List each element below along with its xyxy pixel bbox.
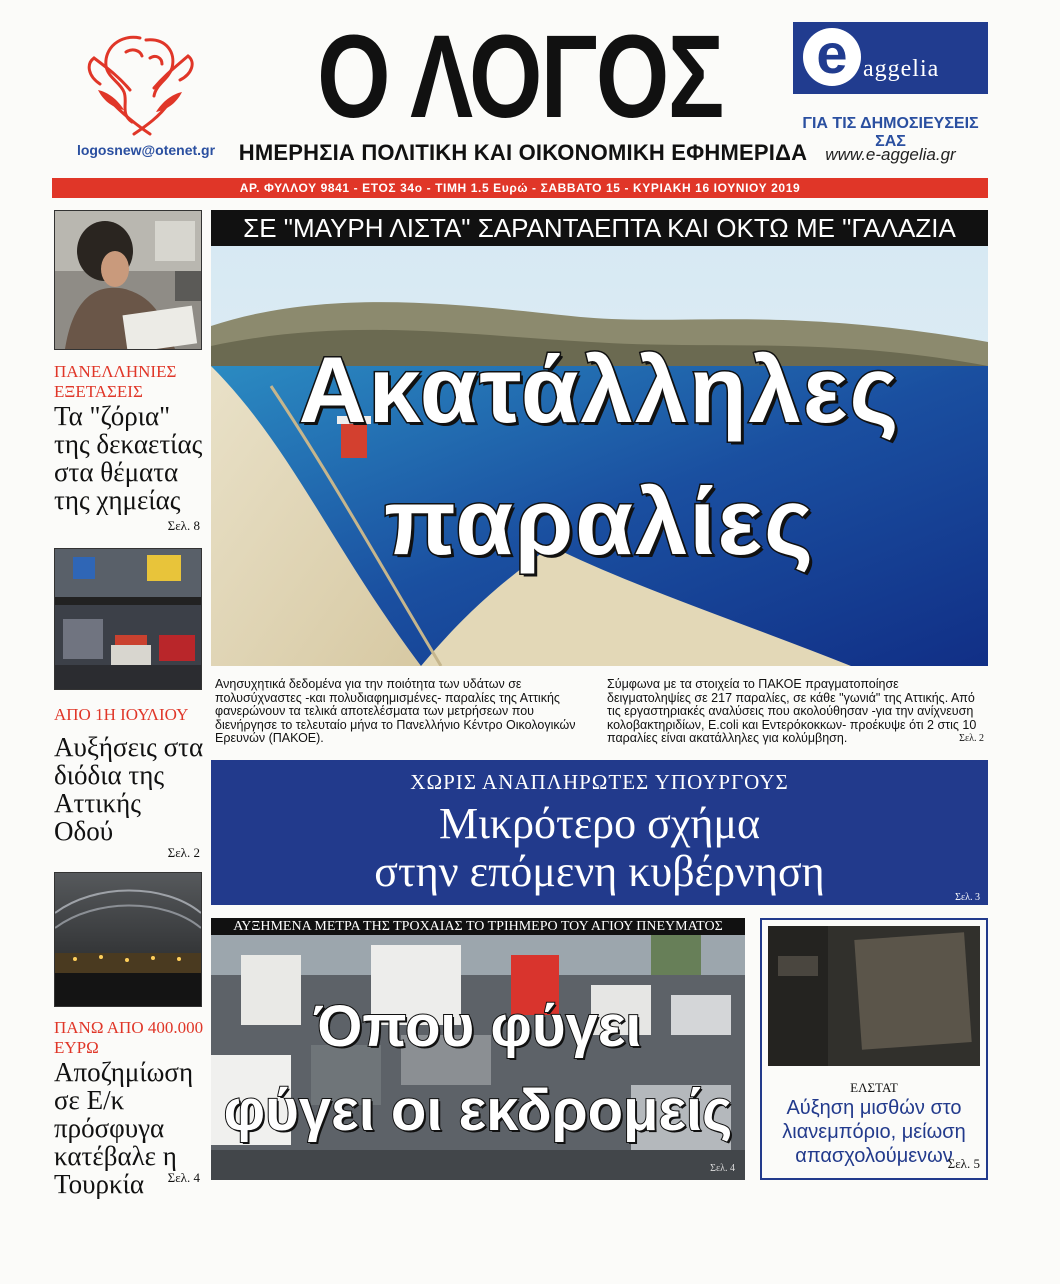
night-bridge-photo: [54, 872, 202, 1007]
main-lead-left: Ανησυχητικά δεδομένα για την ποιότητα των υδάτων σε πολυσύχναστες -και πολυδιαφημισμένες- παραλίες της Αττικής φανερώνουν τα τελικά αποτελέσματα των μετρήσεων που διενήργησε το τελευταίο μήνα το Πανελλήνιο Κέντρο Οικολογικών Ερευνών (ΠΑΚΟΕ).: [215, 677, 576, 745]
side-story-2-page: Σελ. 2: [167, 845, 200, 860]
gov-story-kicker: ΧΩΡΙΣ ΑΝΑΠΛΗΡΩΤΕΣ ΥΠΟΥΡΓΟΥΣ: [410, 770, 789, 794]
traffic-story-band: ΑΥΞΗΜΕΝΑ ΜΕΤΡΑ ΤΗΣ ΤΡΟΧΑΙΑΣ ΤΟ ΤΡΙΗΜΕΡΟ ΤΟΥ ΑΓΙΟΥ ΠΝΕΥΜΑΤΟΣ: [211, 918, 745, 935]
side-story-1-headline[interactable]: Τα "ζόρια" της δεκαετίας στα θέματα της χημείας: [54, 401, 203, 515]
masthead-subtitle: ΗΜΕΡΗΣΙΑ ΠΟΛΙΤΙΚΗ ΚΑΙ ΟΙΚΟΝΟΜΙΚΗ ΕΦΗΜΕΡΙΔΑ: [238, 140, 808, 165]
main-lead-right-text: Σύμφωνα με τα στοιχεία το ΠΑΚΟΕ πραγματοποίησε δειγματοληψίες σε 217 παραλίες, σε κάθε "γωνιά" της Αττικής. Από τις εργαστηριακές αναλύσεις που ακολούθησαν -για την ανίχνευση κολοβακτηριδίων, E.coli και Εντερόκοκκων- προέκυψε ότι 2 στις 10 παραλίες είναι ακατάλληλες για κολύμβηση.: [607, 677, 977, 745]
main-lead-right: [607, 678, 984, 746]
side-story-3-headline[interactable]: Αποζημίωση σε Ε/κ πρόσφυγα κατέβαλε η Τουρκία: [54, 1057, 194, 1199]
gov-story-box[interactable]: [211, 760, 988, 905]
gov-story-headline-line-1: Μικρότερο σχήμα: [438, 799, 761, 848]
gov-story-headline-line-2: στην επόμενη κυβέρνηση: [374, 847, 825, 896]
eaggelia-ad[interactable]: [793, 22, 988, 94]
traffic-story-page: Σελ. 4: [710, 1163, 735, 1174]
issue-info-bar: ΑΡ. ΦΥΛΛΟΥ 9841 - ΕΤΟΣ 34ο - ΤΙΜΗ 1.5 Ευρώ - ΣΑΒΒΑΤΟ 15 - ΚΥΡΙΑΚΗ 16 ΙΟΥΝΙΟΥ 2019: [52, 178, 988, 198]
traffic-headline-line-2[interactable]: φύγει οι εκδρομείς: [223, 1078, 733, 1143]
toll-booth-photo: [54, 548, 202, 690]
masthead-email[interactable]: logosnew@otenet.gr: [76, 142, 216, 158]
main-headline-line-2[interactable]: παραλίες: [384, 469, 815, 574]
elstat-story-kicker: ΕΛΣΤΑΤ: [850, 1080, 898, 1095]
elstat-building-photo: [768, 926, 980, 1066]
main-headline-line-1[interactable]: Ακατάλληλες: [298, 337, 901, 442]
main-story-band: ΣΕ "ΜΑΥΡΗ ΛΙΣΤΑ" ΣΑΡΑΝΤΑΕΠΤΑ ΚΑΙ ΟΚΤΩ ΜΕ "ΓΑΛΑΖΙΑ: [211, 210, 988, 246]
eaggelia-tagline: ΓΙΑ ΤΙΣ ΔΗΜΟΣΙΕΥΣΕΙΣ ΣΑΣ: [802, 115, 979, 150]
highway-traffic-photo: [211, 935, 745, 1180]
eaggelia-logo-letter: e: [803, 28, 861, 86]
side-story-2-headline[interactable]: Αυξήσεις στα διόδια της Αττικής Οδού: [54, 732, 204, 846]
side-story-3-kicker: ΠΑΝΩ ΑΠΟ 400.000 ΕΥΡΩ: [54, 1018, 204, 1057]
doves-profile-logo-icon: [80, 30, 200, 140]
gov-story-page: Σελ. 3: [955, 892, 980, 903]
elstat-story-page: Σελ. 5: [947, 1156, 980, 1171]
side-story-1-page: Σελ. 8: [167, 518, 200, 533]
masthead-title: Ο ΛΟΓΟΣ: [317, 11, 723, 143]
eaggelia-logo-word: aggelia: [863, 56, 940, 82]
side-story-1-kicker: ΠΑΝΕΛΛΗΝΙΕΣ ΕΞΕΤΑΣΕΙΣ: [54, 362, 177, 401]
eaggelia-url[interactable]: www.e-aggelia.gr: [825, 145, 956, 164]
traffic-headline-line-1[interactable]: Όπου φύγει: [314, 994, 642, 1059]
elstat-story-box[interactable]: [760, 918, 988, 1180]
main-lead-page: Σελ. 2: [959, 733, 984, 744]
side-story-2-kicker: ΑΠΟ 1Η ΙΟΥΛΙΟΥ: [54, 705, 189, 724]
side-story-3-page: Σελ. 4: [167, 1170, 200, 1185]
exam-student-photo: [54, 210, 202, 350]
gov-story-headline: [211, 800, 988, 896]
beach-photo: [211, 246, 988, 666]
elstat-story-headline: Αύξηση μισθών στο λιανεμπόριο, μείωση απασχολούμενων: [782, 1097, 966, 1167]
